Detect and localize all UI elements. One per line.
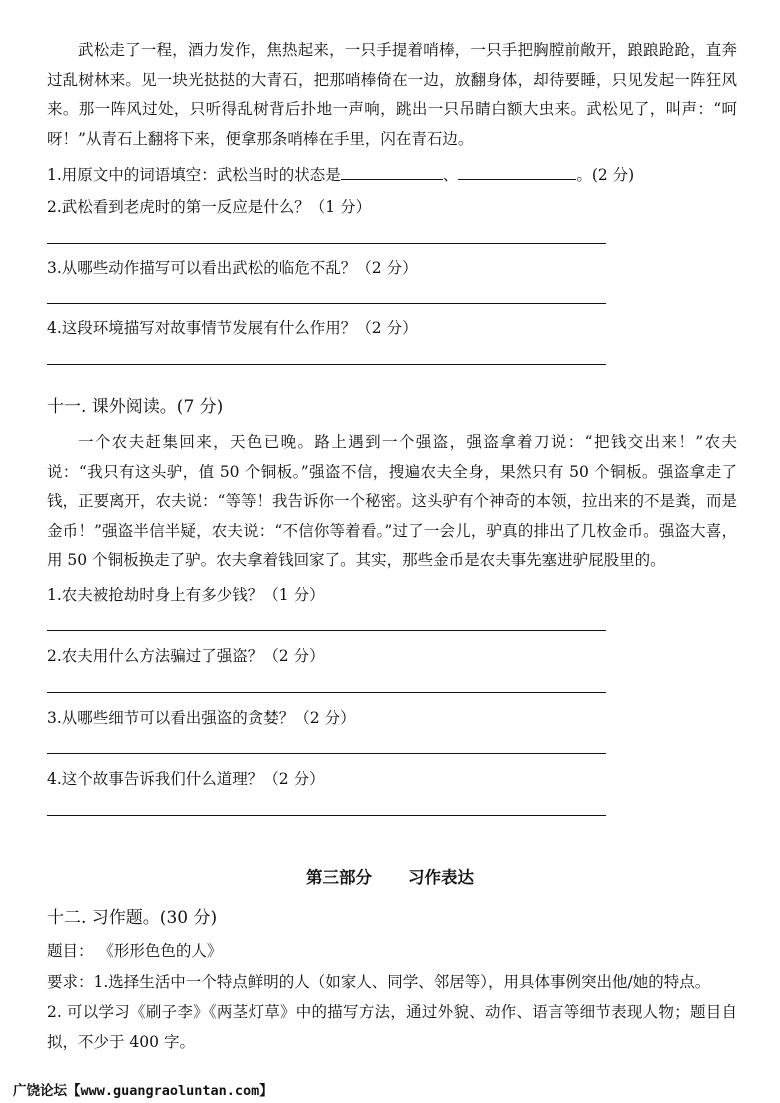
reading-question-3: 3.从哪些细节可以看出强盗的贪婪？（2 分）: [47, 709, 356, 727]
question-1-suffix: 。(2 分): [576, 166, 635, 184]
part-3-title: 习作表达: [408, 868, 474, 887]
question-3: 3.从哪些动作描写可以看出武松的临危不乱？（2 分）: [47, 259, 418, 277]
answer-line-r4[interactable]: [47, 815, 606, 816]
part-3-label: 第三部分: [306, 868, 372, 887]
reading-question-2: 2.农夫用什么方法骗过了强盗？（2 分）: [47, 647, 325, 665]
essay-topic: 题目： 《形形色色的人》: [47, 942, 223, 960]
answer-line-q3[interactable]: [47, 303, 606, 304]
question-1-separator: 、: [442, 166, 459, 184]
passage-wusong: 武松走了一程，酒力发作，焦热起来，一只手提着哨棒，一只手把胸膛前敞开，踉踉跄跄，直奔过乱树林来。见一块光挞挞的大青石，把那哨棒倚在一边，放翻身体，却待要睡，只见发起一阵狂风来。那一阵风过处，只听得乱树背后扑地一声响，跳出一只吊睛白额大虫来。武松见了，叫声：“呵呀！”从青石上翻将下来，便拿那条哨棒在手里，闪在青石边。: [47, 41, 737, 148]
answer-line-r1[interactable]: [47, 630, 606, 631]
section-11-heading: 十一. 课外阅读。(7 分): [47, 397, 224, 417]
answer-line-q2[interactable]: [47, 243, 606, 244]
part-3-heading: [0, 864, 780, 888]
answer-line-r3[interactable]: [47, 753, 606, 754]
footer-site-name: 广饶论坛: [13, 1083, 67, 1099]
answer-blank-1[interactable]: [341, 165, 443, 180]
answer-line-r2[interactable]: [47, 692, 606, 693]
footer: [13, 1079, 273, 1099]
reading-question-1: 1.农夫被抢劫时身上有多少钱？（1 分）: [47, 586, 325, 604]
passage-farmer: 一个农夫赶集回来，天色已晚。路上遇到一个强盗，强盗拿着刀说：“把钱交出来！”农夫说：“我只有这头驴，值 50 个铜板。”强盗不信，搜遍农夫全身，果然只有 50 个铜板。强盗拿走了钱，正要离开，农夫说：“等等！我告诉你一个秘密。这头驴有个神奇的本领，拉出来的不是粪，而是金币！”强盗半信半疑，农夫说：“不信你等着看。”过了一会儿，驴真的排出了几枚金币。强盗大喜，用 50 个铜板换走了驴。农夫拿着钱回家了。其实，那些金币是农夫事先塞进驴屁股里的。: [47, 433, 737, 569]
question-1-prefix: 1.用原文中的词语填空：武松当时的状态是: [47, 166, 341, 184]
question-1: [47, 164, 634, 186]
section-12-heading: 十二. 习作题。(30 分): [47, 908, 218, 928]
essay-requirement-2: 2. 可以学习《刷子李》《两茎灯草》中的描写方法，通过外貌、动作、语言等细节表现人物；题目自拟，不少于 400 字。: [47, 1003, 737, 1051]
answer-line-q4[interactable]: [47, 364, 606, 365]
footer-site-url[interactable]: 【www.guangraoluntan.com】: [67, 1083, 273, 1099]
question-2: 2.武松看到老虎时的第一反应是什么？（1 分）: [47, 198, 372, 216]
reading-question-4: 4.这个故事告诉我们什么道理？（2 分）: [47, 770, 325, 788]
question-4: 4.这段环境描写对故事情节发展有什么作用？（2 分）: [47, 319, 418, 337]
answer-blank-2[interactable]: [458, 165, 576, 180]
essay-requirement-1: 要求：1.选择生活中一个特点鲜明的人（如家人、同学、邻居等），用具体事例突出他/她的特点。: [47, 973, 711, 991]
